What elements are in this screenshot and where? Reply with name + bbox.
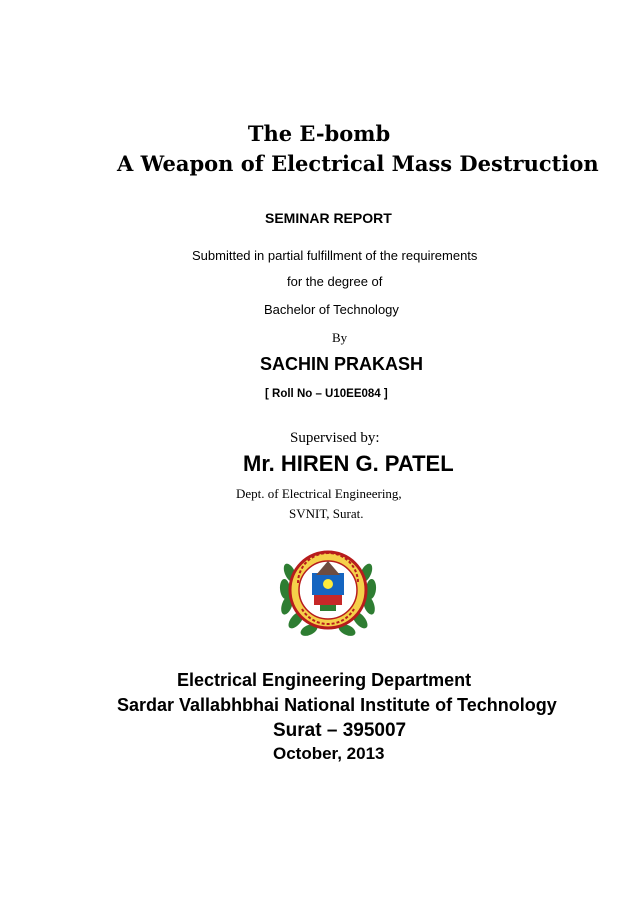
by-label: By <box>332 330 348 345</box>
author-name: SACHIN PRAKASH <box>260 354 424 374</box>
report-date: October, 2013 <box>273 744 385 763</box>
supervisor-department: Dept. of Electrical Engineering, <box>236 486 402 501</box>
city-pincode: Surat – 395007 <box>273 720 407 741</box>
department-name: Electrical Engineering Department <box>177 670 472 690</box>
supervisor-name: Mr. HIREN G. PATEL <box>243 451 454 476</box>
roll-number: [ Roll No – U10EE084 ] <box>265 388 388 400</box>
title-line-2: A Weapon of Electrical Mass Destruction <box>117 151 599 176</box>
submission-statement: Submitted in partial fulfillment of the requirements <box>192 248 478 263</box>
institute-emblem-icon <box>276 543 380 643</box>
institute-name: Sardar Vallabhbhai National Institute of Technology <box>117 695 557 715</box>
title-line-1: The E-bomb <box>247 121 391 146</box>
report-type: SEMINAR REPORT <box>265 210 392 226</box>
degree-of-label: for the degree of <box>287 274 383 289</box>
supervised-by-label: Supervised by: <box>290 430 380 446</box>
degree-name: Bachelor of Technology <box>264 302 399 317</box>
supervisor-institute: SVNIT, Surat. <box>289 506 364 521</box>
